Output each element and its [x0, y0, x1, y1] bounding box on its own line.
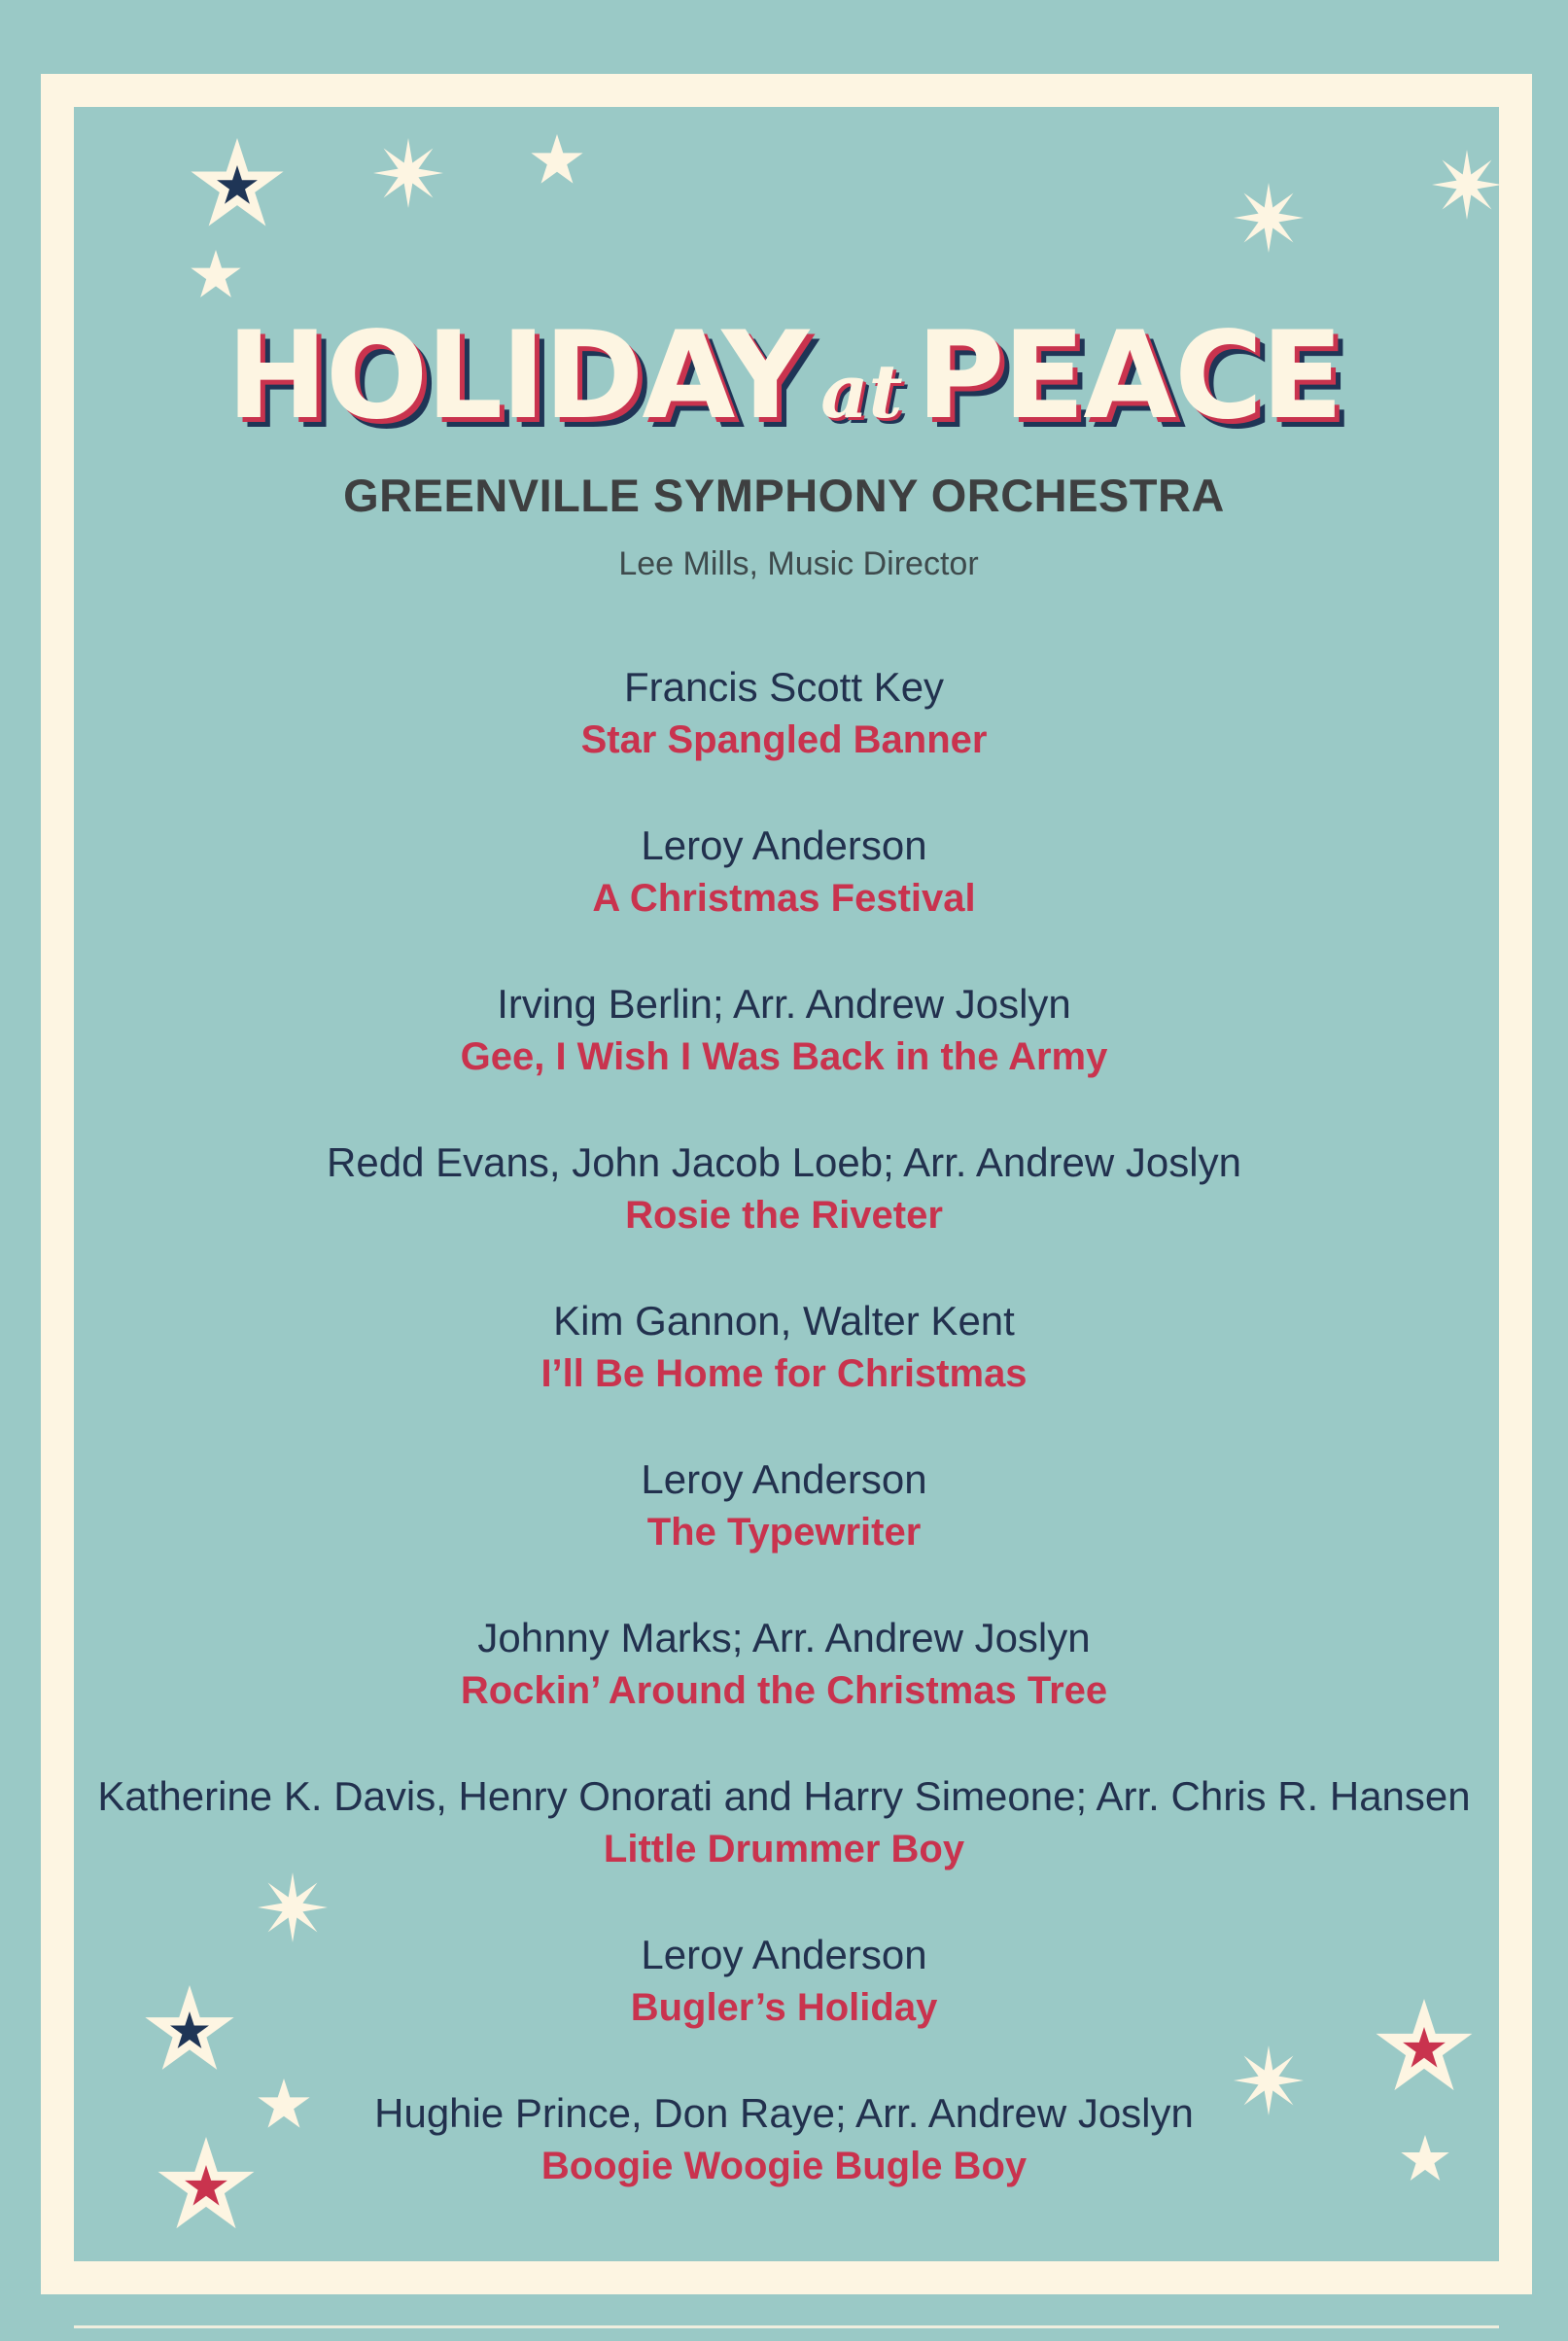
- program-item: [0, 1770, 1568, 1929]
- title-holiday: HOLIDAY: [226, 306, 808, 446]
- work-title: Rockin’ Around the Christmas Tree: [460, 1669, 1108, 1712]
- work-title: Rosie the Riveter: [625, 1194, 943, 1237]
- music-director: Lee Mills, Music Director: [618, 545, 979, 582]
- sparkle-icon: [1432, 150, 1502, 220]
- star-icon: [531, 134, 582, 184]
- program-item: [0, 1453, 1568, 1612]
- program-item: [0, 978, 1568, 1136]
- star-icon-navy-topleft: [191, 138, 283, 226]
- program-item: [0, 1136, 1568, 1295]
- program-item: [0, 1295, 1568, 1453]
- work-title: Boogie Woogie Bugle Boy: [540, 2145, 1028, 2187]
- work-title: Gee, I Wish I Was Back in the Army: [460, 1035, 1108, 1078]
- composer-name: Kim Gannon, Walter Kent: [553, 1298, 1015, 1344]
- work-title: The Typewriter: [646, 1511, 922, 1554]
- work-title: A Christmas Festival: [592, 877, 976, 920]
- work-title: Little Drummer Boy: [603, 1828, 965, 1870]
- program-item: [0, 1612, 1568, 1770]
- composer-name: Irving Berlin; Arr. Andrew Joslyn: [497, 981, 1071, 1027]
- program-item: [0, 661, 1568, 820]
- program-item: [0, 820, 1568, 978]
- composer-name: Johnny Marks; Arr. Andrew Joslyn: [477, 1615, 1091, 1660]
- composer-name: Francis Scott Key: [623, 664, 945, 710]
- sparkle-icon: [1234, 183, 1304, 253]
- program-header: [0, 306, 1568, 583]
- title-at: at: [820, 348, 903, 435]
- composer-name: Hughie Prince, Don Raye; Arr. Andrew Joslyn: [374, 2090, 1194, 2136]
- program-item: [0, 1929, 1568, 2087]
- composer-name: Redd Evans, John Jacob Loeb; Arr. Andrew Joslyn: [327, 1139, 1241, 1185]
- composer-name: Leroy Anderson: [641, 822, 927, 868]
- program-list: [0, 661, 1568, 2246]
- title-peace: PEACE: [916, 306, 1342, 446]
- composer-name: Leroy Anderson: [641, 1456, 927, 1502]
- orchestra-name: GREENVILLE SYMPHONY ORCHESTRA: [343, 470, 1225, 521]
- work-title: Star Spangled Banner: [580, 718, 988, 761]
- work-title: I’ll Be Home for Christmas: [540, 1352, 1028, 1395]
- star-icon: [191, 250, 240, 297]
- program-item: [0, 2087, 1568, 2246]
- work-title: Bugler’s Holiday: [630, 1986, 938, 2029]
- event-title: [0, 306, 1568, 446]
- sparkle-icon: [373, 138, 443, 208]
- composer-name: Leroy Anderson: [641, 1932, 927, 1977]
- composer-name: Katherine K. Davis, Henry Onorati and Harry Simeone; Arr. Chris R. Hansen: [97, 1773, 1471, 1819]
